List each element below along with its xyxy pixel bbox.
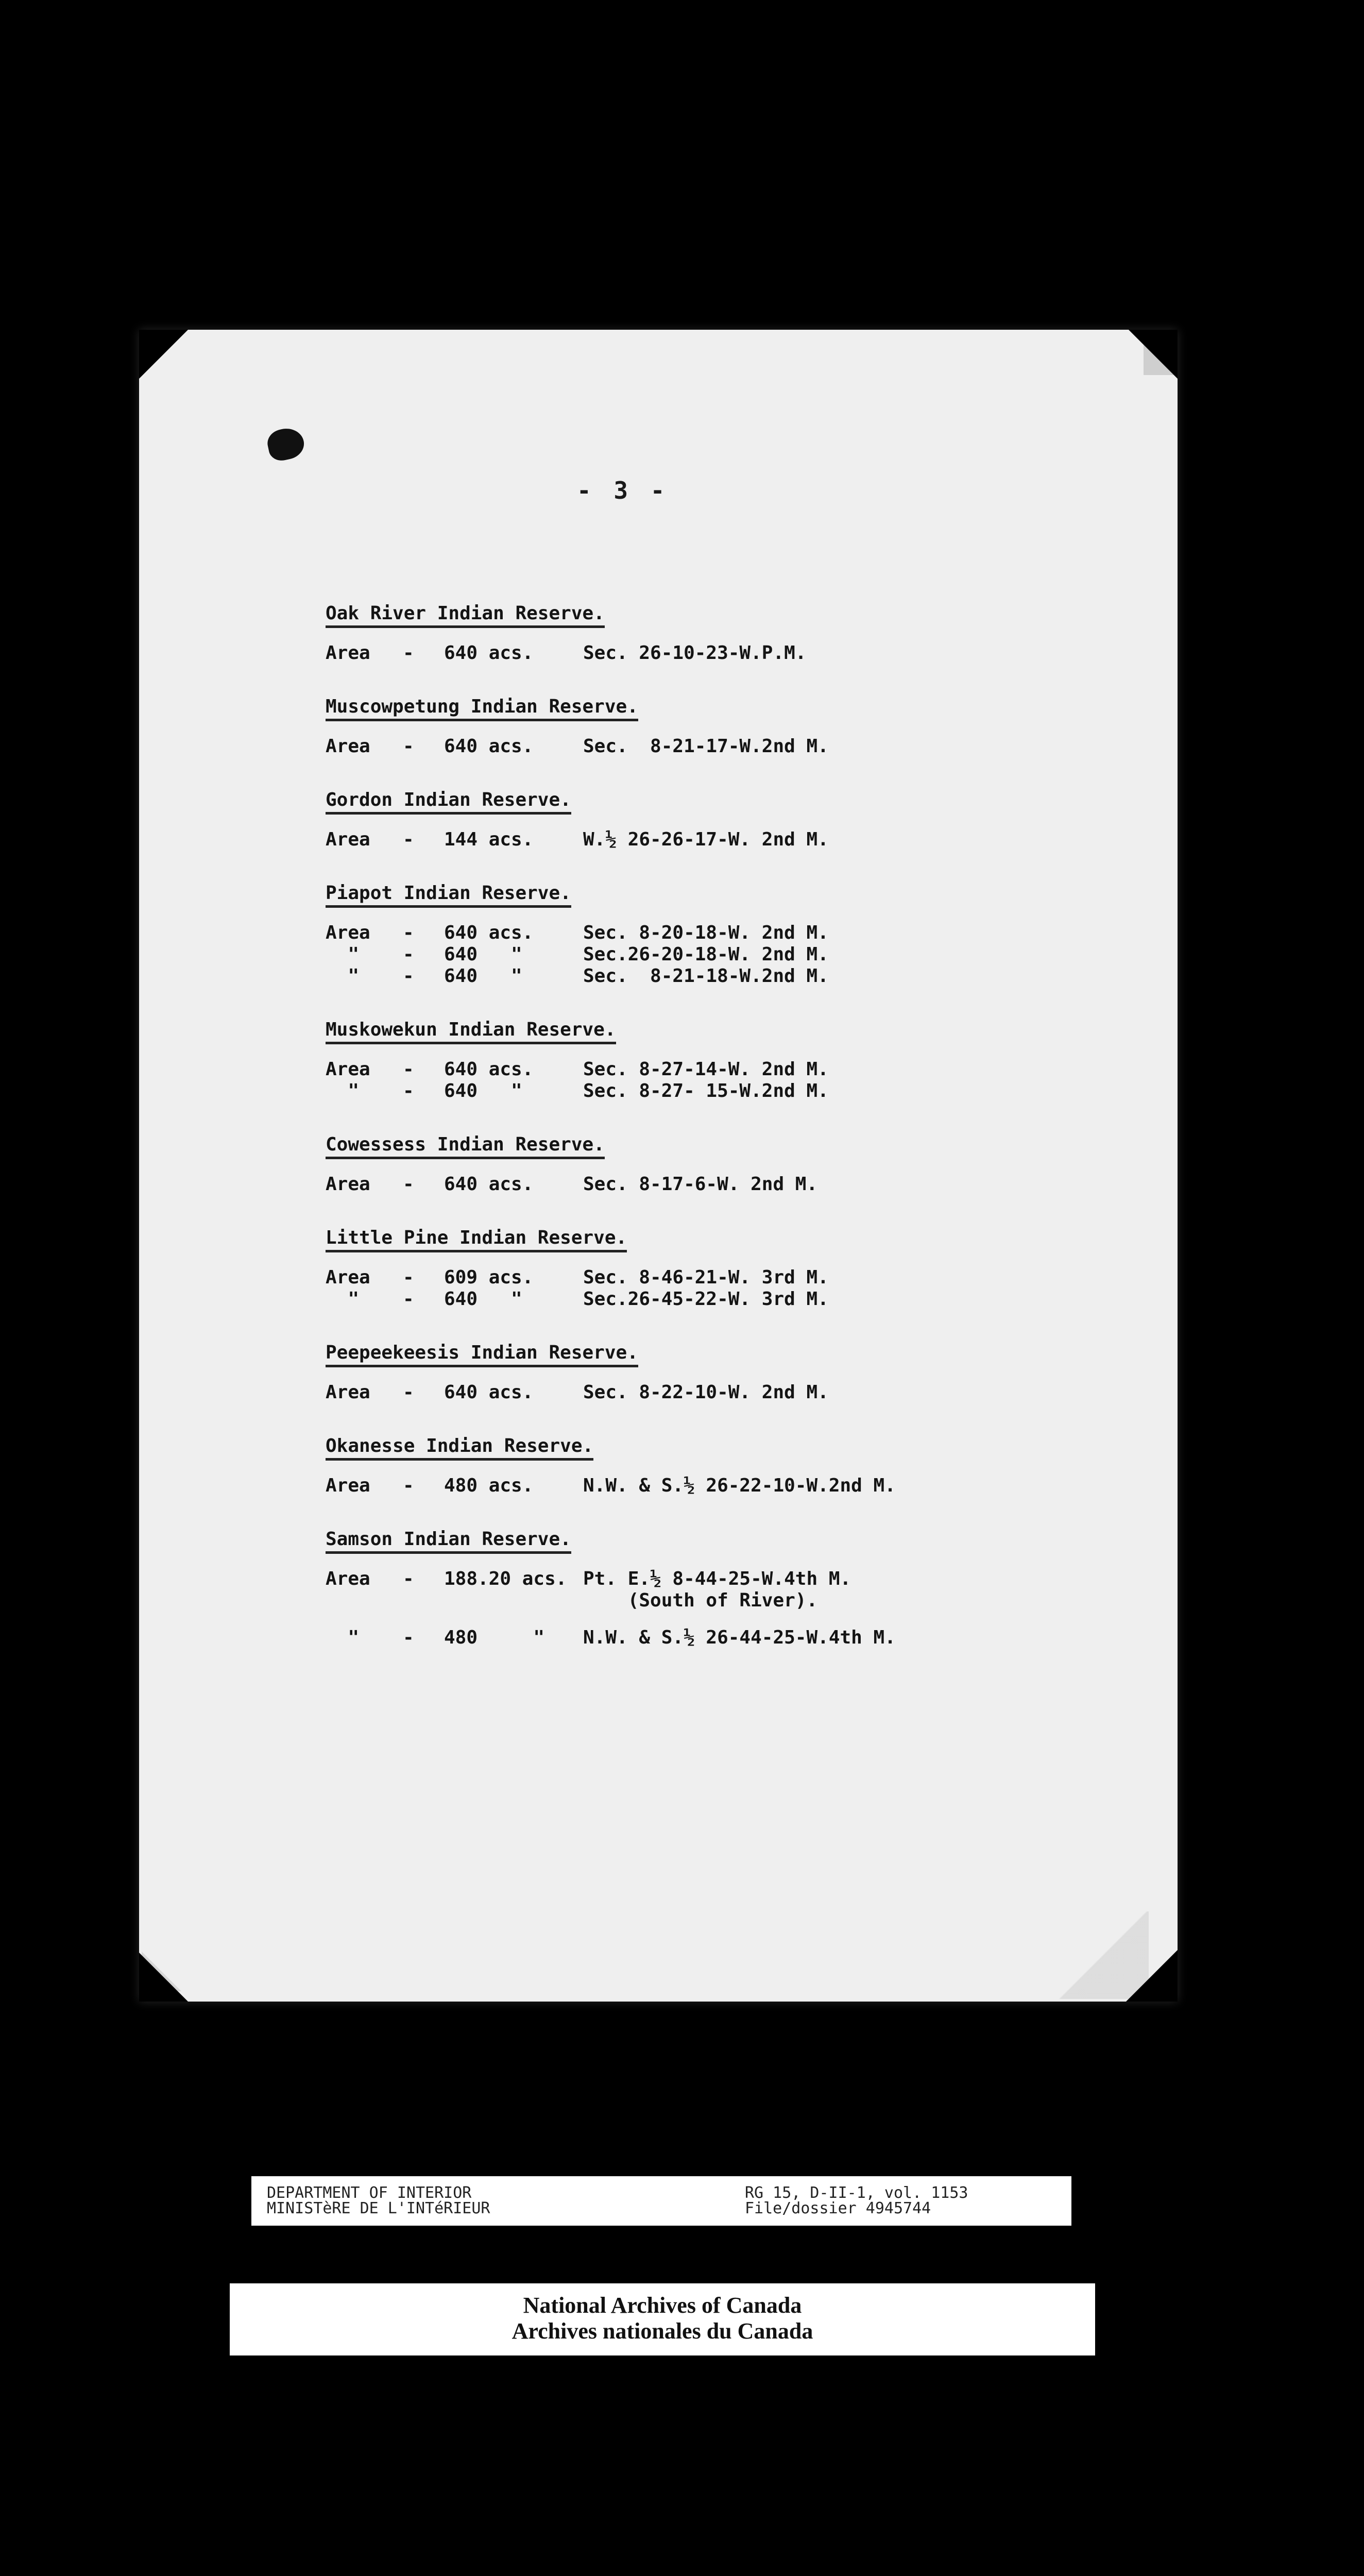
area-row	[326, 1289, 1098, 1310]
dash: -	[403, 944, 414, 965]
area-row	[326, 829, 1098, 851]
reserve-heading: Peepeekeesis Indian Reserve.	[326, 1342, 638, 1367]
legal-description: Sec. 8-21-17-W.2nd M.	[583, 736, 829, 757]
acreage: 640 acs.	[444, 1059, 534, 1080]
reserve-heading: Cowessess Indian Reserve.	[326, 1134, 605, 1159]
area-label: Area	[326, 922, 370, 943]
reserve-heading: Muscowpetung Indian Reserve.	[326, 696, 638, 721]
area-label: Area	[326, 1059, 370, 1080]
legal-description: Sec. 8-27-14-W. 2nd M.	[583, 1059, 829, 1080]
archives-name-fr: Archives nationales du Canada	[512, 2318, 813, 2344]
reserve-heading: Gordon Indian Reserve.	[326, 789, 571, 815]
area-label: Area	[326, 829, 370, 850]
area-row	[326, 965, 1098, 987]
acreage: 640 acs.	[444, 1174, 534, 1195]
dash: -	[403, 922, 414, 943]
dash: -	[403, 1382, 414, 1403]
page-corner	[1126, 1950, 1178, 2002]
reserve-section	[326, 883, 1098, 987]
acreage: 640 acs.	[444, 736, 534, 757]
dash: -	[403, 1475, 414, 1496]
area-row	[326, 642, 1098, 664]
reserve-heading: Samson Indian Reserve.	[326, 1529, 571, 1554]
legal-description: Sec. 26-10-23-W.P.M.	[583, 642, 807, 664]
dash: -	[403, 829, 414, 850]
area-label: Area	[326, 1174, 370, 1195]
legal-description: Sec. 8-46-21-W. 3rd M.	[583, 1267, 829, 1288]
area-row	[326, 1267, 1098, 1289]
legal-description: Sec.26-45-22-W. 3rd M.	[583, 1289, 829, 1310]
legal-description: Sec. 8-22-10-W. 2nd M.	[583, 1382, 829, 1403]
area-label: "	[326, 1289, 360, 1310]
reserve-section	[326, 789, 1098, 851]
dash: -	[403, 1267, 414, 1288]
archives-name-en: National Archives of Canada	[523, 2293, 802, 2318]
acreage: 640 "	[444, 1289, 522, 1310]
archives-stamp	[230, 2283, 1095, 2355]
acreage: 640 "	[444, 944, 522, 965]
page-corner	[139, 330, 188, 379]
area-row	[326, 1627, 1098, 1649]
area-row	[326, 1475, 1098, 1497]
area-label	[326, 1590, 403, 1612]
dash: -	[403, 1627, 414, 1648]
reserve-section	[326, 603, 1098, 664]
acreage: 640 "	[444, 1080, 522, 1101]
reserve-list	[326, 603, 1098, 1681]
reserve-section	[326, 696, 1098, 757]
reserve-section	[326, 1342, 1098, 1403]
file-number: File/dossier 4945744	[745, 2199, 931, 2217]
legal-description: N.W. & S.½ 26-44-25-W.4th M.	[583, 1627, 896, 1648]
legal-description: Sec. 8-21-18-W.2nd M.	[583, 965, 829, 987]
acreage: 640 acs.	[444, 642, 534, 664]
area-label: "	[326, 965, 360, 987]
area-row	[326, 736, 1098, 757]
page-corner	[1129, 330, 1178, 379]
reserve-section	[326, 1435, 1098, 1497]
area-row	[326, 1382, 1098, 1403]
legal-description: W.½ 26-26-17-W. 2nd M.	[583, 829, 829, 850]
legal-description: N.W. & S.½ 26-22-10-W.2nd M.	[583, 1475, 896, 1496]
dash	[403, 1590, 444, 1612]
acreage: 640 "	[444, 965, 522, 987]
area-label: Area	[326, 1568, 370, 1589]
acreage: 640 acs.	[444, 922, 534, 943]
file-reference	[745, 2185, 968, 2216]
area-label: Area	[326, 1382, 370, 1403]
page-corner	[139, 1953, 188, 2002]
area-label: "	[326, 1080, 360, 1101]
area-row	[326, 922, 1098, 944]
dash: -	[403, 965, 414, 987]
department-label	[267, 2185, 490, 2216]
department-fr: MINISTèRE DE L'INTéRIEUR	[267, 2199, 490, 2217]
dash: -	[403, 1289, 414, 1310]
legal-description: (South of River).	[583, 1590, 818, 1611]
legal-description: Sec. 8-20-18-W. 2nd M.	[583, 922, 829, 943]
area-label: Area	[326, 1267, 370, 1288]
dash: -	[403, 1568, 414, 1589]
reserve-heading: Oak River Indian Reserve.	[326, 603, 605, 628]
acreage: 188.20 acs.	[444, 1568, 567, 1589]
dash: -	[403, 1174, 414, 1195]
legal-description: Pt. E.½ 8-44-25-W.4th M.	[583, 1568, 851, 1589]
area-label: Area	[326, 1475, 370, 1496]
reserve-heading: Piapot Indian Reserve.	[326, 883, 571, 908]
area-row	[326, 1059, 1098, 1080]
area-label: "	[326, 944, 360, 965]
area-label: Area	[326, 642, 370, 664]
reserve-heading: Muskowekun Indian Reserve.	[326, 1019, 616, 1044]
reserve-section	[326, 1529, 1098, 1649]
acreage: 144 acs.	[444, 829, 534, 850]
dash: -	[403, 1080, 414, 1101]
acreage: 640 acs.	[444, 1382, 534, 1403]
page-number: - 3 -	[577, 477, 669, 504]
area-row	[326, 1590, 1098, 1612]
archive-reference-label	[251, 2176, 1071, 2226]
record-group: RG 15, D-II-1, vol. 1153	[745, 2184, 968, 2202]
acreage: 480 acs.	[444, 1475, 534, 1496]
reserve-section	[326, 1227, 1098, 1310]
area-row	[326, 944, 1098, 965]
dash: -	[403, 736, 414, 757]
area-row	[326, 1174, 1098, 1195]
reserve-section	[326, 1134, 1098, 1195]
reserve-heading: Okanesse Indian Reserve.	[326, 1435, 593, 1461]
dash: -	[403, 642, 414, 664]
legal-description: Sec. 8-27- 15-W.2nd M.	[583, 1080, 829, 1101]
department-en: DEPARTMENT OF INTERIOR	[267, 2184, 472, 2202]
legal-description: Sec. 8-17-6-W. 2nd M.	[583, 1174, 818, 1195]
area-row	[326, 1080, 1098, 1102]
area-label: "	[326, 1627, 360, 1648]
acreage: 609 acs.	[444, 1267, 534, 1288]
acreage: 480 "	[444, 1627, 545, 1648]
legal-description: Sec.26-20-18-W. 2nd M.	[583, 944, 829, 965]
reserve-heading: Little Pine Indian Reserve.	[326, 1227, 627, 1252]
reserve-section	[326, 1019, 1098, 1102]
area-label: Area	[326, 736, 370, 757]
area-row	[326, 1568, 1098, 1590]
dash: -	[403, 1059, 414, 1080]
acreage	[444, 1590, 583, 1612]
